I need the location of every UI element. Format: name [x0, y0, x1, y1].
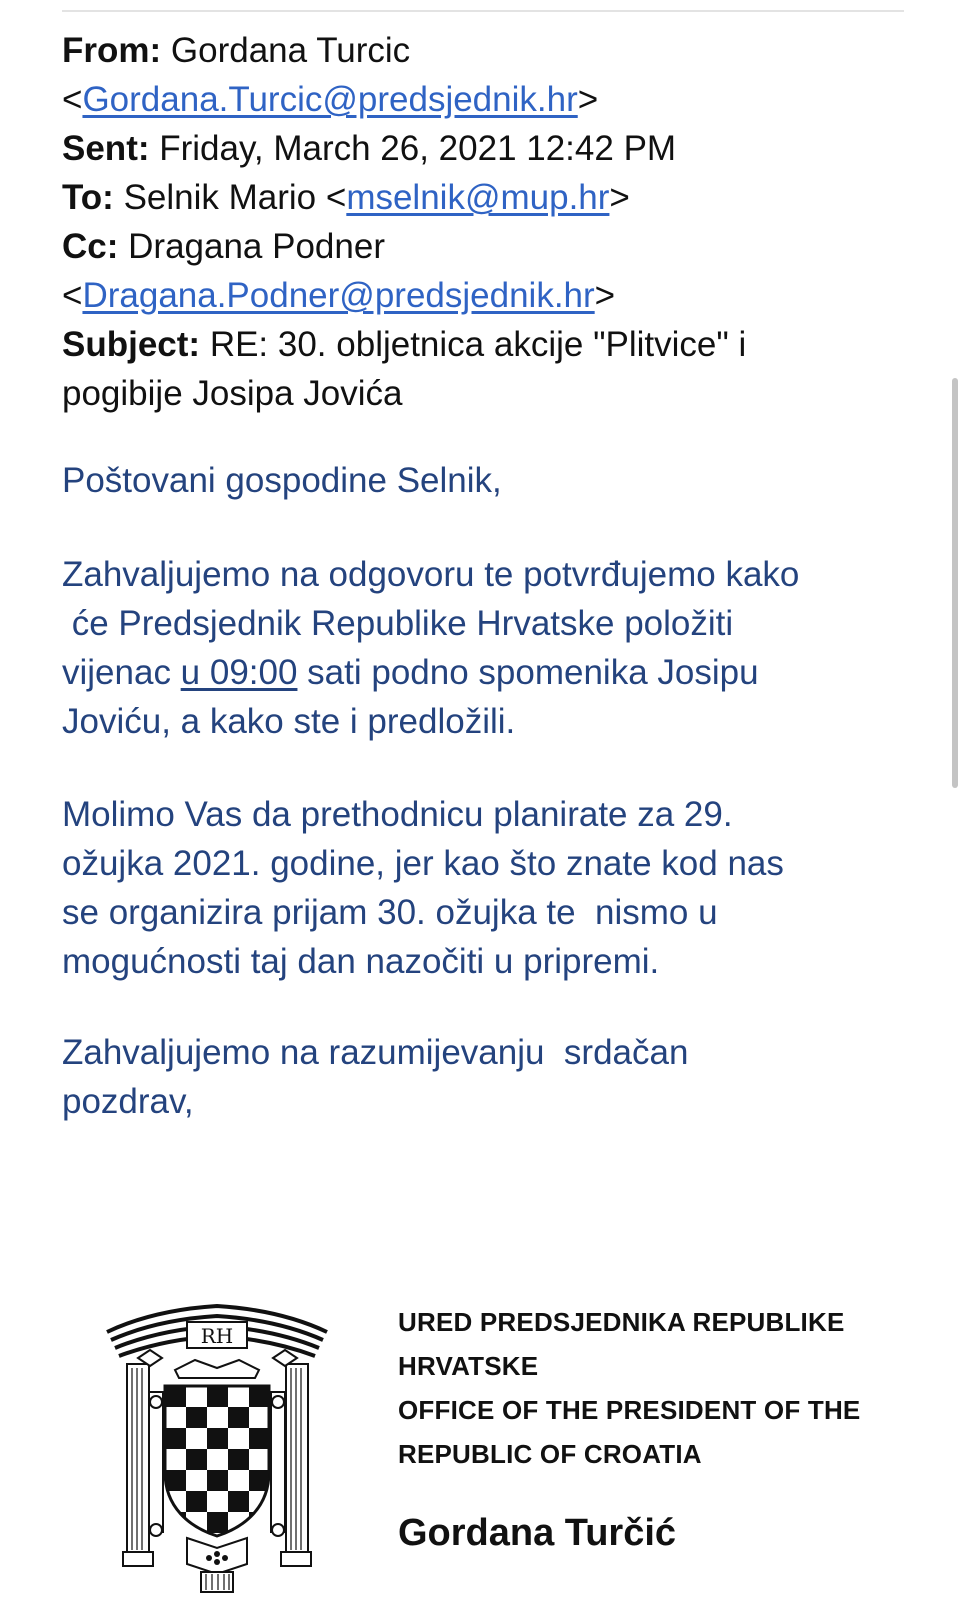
p1-line-1: Zahvaljujemo na odgovoru te potvrđujemo kako — [62, 555, 800, 594]
p2-line-3: se organizira prijam 30. ožujka te nismo u — [62, 893, 718, 932]
office-line-4: REPUBLIC OF CROATIA — [398, 1439, 702, 1469]
from-email-row: <Gordana.Turcic@predsjednik.hr> — [62, 80, 599, 119]
closing-block — [62, 1028, 912, 1126]
from-name: Gordana Turcic — [170, 31, 411, 70]
cc-label: Cc: — [62, 227, 119, 266]
office-line-1: URED PREDSJEDNIKA REPUBLIKE — [398, 1307, 845, 1337]
crest-monogram: RH — [200, 1324, 234, 1348]
to-row: To: Selnik Mario <mselnik@mup.hr> — [62, 178, 630, 217]
p1-line-4: Joviću, a kako ste i predložili. — [62, 702, 516, 741]
subject-line-1: RE: 30. obljetnica akcije "Plitvice" i — [209, 325, 747, 364]
p2-line-1: Molimo Vas da prethodnicu planirate za 29. — [62, 795, 733, 834]
p1-line-3 — [62, 648, 912, 697]
p2-line-4: mogućnosti taj dan nazočiti u pripremi. — [62, 942, 660, 981]
time-link[interactable]: u 09:00 — [180, 653, 298, 692]
paragraph-confirmation — [62, 550, 912, 746]
office-line-3: OFFICE OF THE PRESIDENT OF THE — [398, 1395, 861, 1425]
from-row — [62, 26, 912, 75]
closing-line-1: Zahvaljujemo na razumijevanju srdačan — [62, 1033, 689, 1072]
p2-line-2: ožujka 2021. godine, jer kao što znate kod nas — [62, 844, 784, 883]
email-header — [62, 26, 912, 418]
greeting-block — [62, 456, 912, 505]
paragraph-request — [62, 790, 912, 986]
cc-email-row: <Dragana.Podner@predsjednik.hr> — [62, 276, 616, 315]
from-email-link[interactable]: Gordana.Turcic@predsjednik.hr — [82, 80, 578, 119]
sent-label: Sent: — [62, 129, 150, 168]
signer-name: Gordana Turčić — [398, 1512, 677, 1554]
p1-line-3-pre: vijenac — [62, 653, 181, 692]
vertical-scrollbar[interactable] — [952, 378, 958, 788]
sent-value: Friday, March 26, 2021 12:42 PM — [159, 129, 677, 168]
office-block — [398, 1300, 860, 1476]
subject-row — [62, 320, 912, 369]
sent-row — [62, 124, 912, 173]
p1-line-3-post: sati podno spomenika Josipu — [297, 653, 759, 692]
to-label: To: — [62, 178, 114, 217]
croatian-coat-of-arms-logo — [105, 1302, 330, 1597]
subject-line-2: pogibije Josipa Jovića — [62, 374, 403, 413]
cc-name: Dragana Podner — [128, 227, 385, 266]
p1-line-2: će Predsjednik Republike Hrvatske položiti — [62, 604, 734, 643]
office-line-2: HRVATSKE — [398, 1351, 539, 1381]
to-name: Selnik Mario — [123, 178, 317, 217]
top-divider — [62, 10, 904, 12]
to-email-link[interactable]: mselnik@mup.hr — [346, 178, 610, 217]
cc-row — [62, 222, 912, 271]
subject-label: Subject: — [62, 325, 201, 364]
from-label: From: — [62, 31, 162, 70]
cc-email-link[interactable]: Dragana.Podner@predsjednik.hr — [82, 276, 595, 315]
greeting: Poštovani gospodine Selnik, — [62, 461, 502, 500]
closing-line-2: pozdrav, — [62, 1082, 194, 1121]
